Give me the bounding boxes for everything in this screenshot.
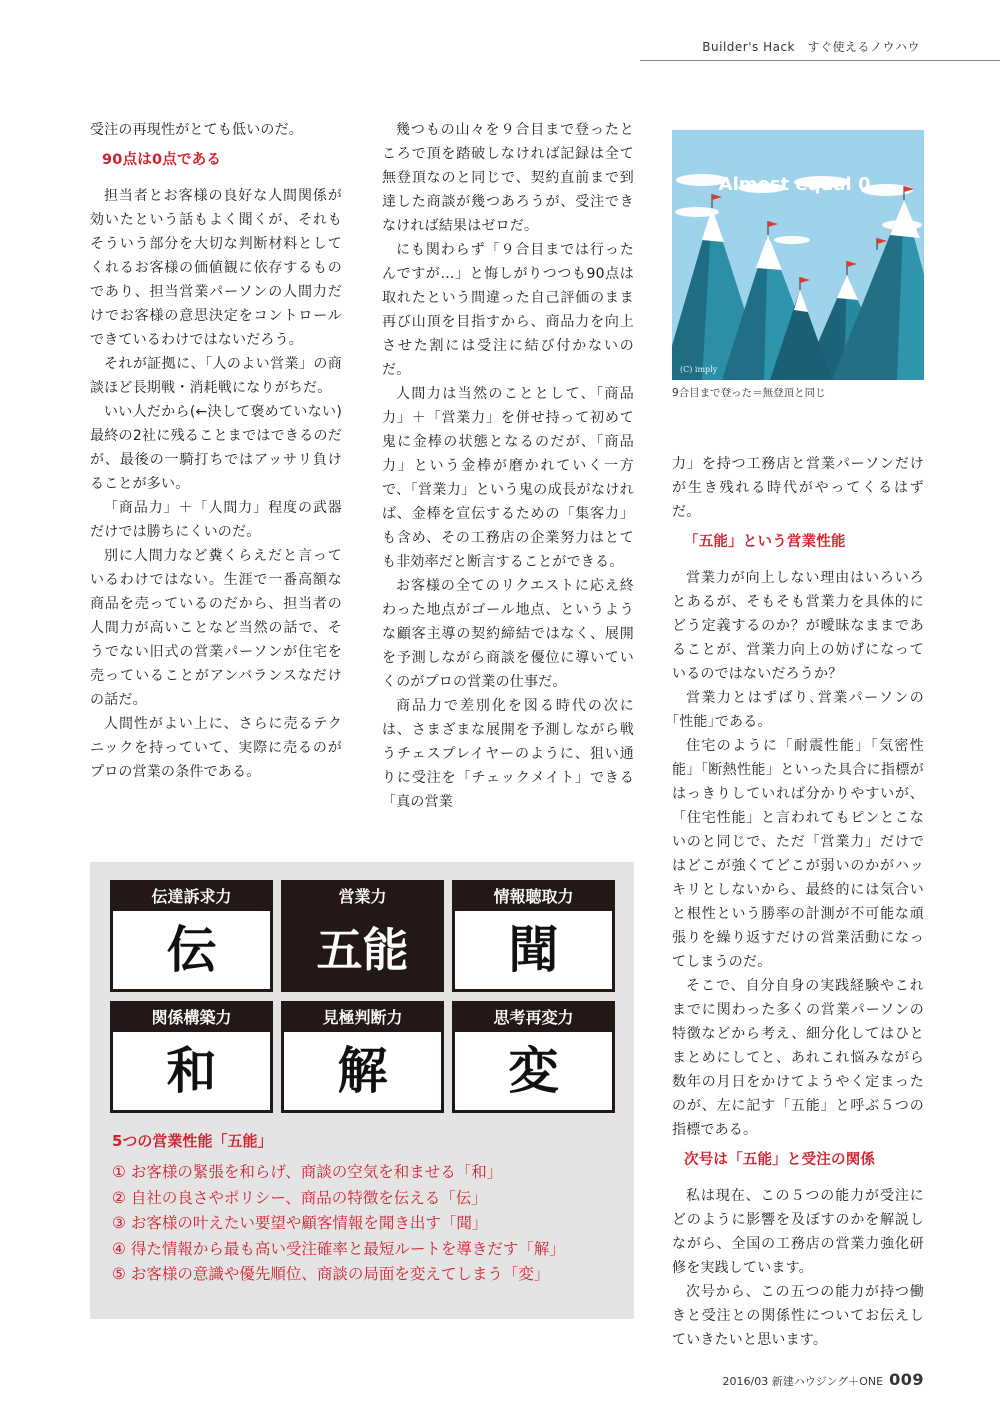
header-rule xyxy=(640,60,1000,61)
body-paragraph: それが証拠に、「人のよい営業」の商談ほど長期戦・消耗戦になりがちだ。 xyxy=(90,356,342,396)
panel-title: 5つの営業性能「五能」 xyxy=(112,1132,273,1150)
body-paragraph: そこで、自分自身の実践経験やこれまでに関わった多くの営業パーソンの特徴などから考え、細分化してはひとまとめにしてと、あれこれ悩みながら数年の月日をかけてようやく定まったのが、左に記す「五能」と呼ぶ５つの指標である。 xyxy=(672,978,924,1138)
body-paragraph: 受注の再現性がとても低いのだ。 xyxy=(90,122,303,138)
body-paragraph: にも関わらず「９合目までは行ったんですが…」と悔しがりつつも90点は取れたという間違った自己評価のまま再び山頂を目指すから、商品力を向上させた割には受注に結び付かないのだ。 xyxy=(382,242,634,378)
body-paragraph: 別に人間力など糞くらえだと言っているわけではない。生涯で一番高額な商品を売っているのだから、担当者の人間力が高いことなど当然の話で、そうでない旧式の営業パーソンが住宅を売っていることがアンバランスなだけの話だ。 xyxy=(90,548,342,708)
body-paragraph: 担当者とお客様の良好な人間関係が効いたという話もよく聞くが、それもそういう部分を大切な判断材料としてくれるお客様の価値観に依存するものであり、担当営業パーソンの人間力だけでお客様の意思決定をコントロールできているわけではないだろう。 xyxy=(90,188,342,348)
body-paragraph: 営業力とはずばり､営業パーソンの｢性能｣である。 xyxy=(672,690,924,730)
cell-kankei xyxy=(110,1001,273,1113)
cell-chousyu xyxy=(452,880,615,992)
cell-kanji: 聞 xyxy=(508,921,559,979)
list-item: ① お客様の緊張を和らげ、商談の空気を和ませる「和」 xyxy=(112,1163,503,1181)
photo-caption: 9合目まで登った＝無登頂と同じ xyxy=(672,387,826,399)
cell-label: 関係構築力 xyxy=(113,1004,270,1032)
running-header: Builder's Hack すぐ使えるノウハウ xyxy=(702,40,920,54)
cell-eigyoryoku xyxy=(281,880,444,992)
mountain-illustration xyxy=(672,130,924,380)
cell-label: 伝達訴求力 xyxy=(113,883,270,911)
page-number: 009 xyxy=(889,1370,924,1389)
cell-kanji: 解 xyxy=(337,1042,388,1100)
footer xyxy=(723,1370,924,1389)
photo-credit: (C) imply xyxy=(680,365,718,374)
cell-label: 思考再変力 xyxy=(455,1004,612,1032)
column-3 xyxy=(672,452,924,1352)
cell-kanji: 五能 xyxy=(316,923,409,977)
cell-label: 営業力 xyxy=(284,883,441,911)
list-item: ③ お客様の叶えたい要望や顧客情報を聞き出す「聞」 xyxy=(112,1214,488,1232)
mountain-photo xyxy=(672,130,924,380)
abilities-list xyxy=(112,1160,565,1288)
list-item: ② 自社の良さやポリシー、商品の特徴を伝える「伝」 xyxy=(112,1188,487,1207)
photo-headline: Almost equal 0. xyxy=(718,174,878,195)
body-paragraph: 私は現在、この５つの能力が受注にどのように影響を及ぼすのかを解説しながら、全国の工務店の営業力強化研修を実践しています。 xyxy=(672,1188,924,1276)
column-2 xyxy=(382,118,634,814)
list-item: ④ 得た情報から最も高い受注確率と最短ルートを導きだす「解」 xyxy=(112,1239,565,1258)
body-paragraph: 人間性がよい上に、さらに売るテクニックを持っていて、実際に売るのがプロの営業の条件である。 xyxy=(90,716,342,780)
cell-kanji: 伝 xyxy=(166,921,217,979)
cell-dentatsu xyxy=(110,880,273,992)
cell-label: 見極判断力 xyxy=(284,1004,441,1032)
cell-shikou xyxy=(452,1001,615,1113)
body-paragraph: 住宅のように「耐震性能」「気密性能」「断熱性能」といった具合に指標がはっきりしていれば分かりやすいが、「住宅性能」と言われてもピンとこないのと同じで、ただ「営業力」だけではどこが強くてどこが弱いのかがハッキリとしないから、最終的には気合いと根性という勝率の計測が不可能な頑張りを繰り返すだけの営業活動になってしまうのだ。 xyxy=(672,738,924,970)
footer-issue: 2016/03 新建ハウジング＋ONE xyxy=(722,1375,884,1388)
body-paragraph: 次号から、この五つの能力が持つ働きと受注との関係性についてお伝えしていきたいと思います。 xyxy=(672,1284,924,1348)
cell-label: 情報聴取力 xyxy=(455,883,612,911)
list-item: ⑤ お客様の意識や優先順位、商談の局面を変えてしまう「変」 xyxy=(112,1265,550,1283)
cell-handan xyxy=(281,1001,444,1113)
body-paragraph: お客様の全てのリクエストに応え終わった地点がゴール地点、というような顧客主導の契約締結ではなく、展開を予測しながら商談を優位に導いていくのがプロの営業の仕事だ。 xyxy=(382,578,634,690)
cell-kanji: 変 xyxy=(508,1042,559,1100)
section-heading: 90点は0点である xyxy=(102,152,222,168)
body-paragraph: 人間力は当然のこととして、「商品力」＋「営業力」を併せ持って初めて鬼に金棒の状態となるのだが、「商品力」という金棒が磨かれていく一方で、「営業力」という鬼の成長がなければ、金棒を宣伝するための「集客力」も含め、その工務店の企業努力はとても非効率だと断言することができる。 xyxy=(382,386,634,570)
section-heading: 次号は「五能」と受注の関係 xyxy=(684,1152,876,1168)
body-paragraph: 力」を持つ工務店と営業パーソンだけが生き残れる時代がやってくるはずだ。 xyxy=(672,456,924,520)
cell-kanji: 和 xyxy=(166,1042,217,1100)
body-paragraph: 商品力で差別化を図る時代の次には、さまざまな展開を予測しながら戦うチェスプレイヤーのように、狙い通りに受注を「チェックメイト」できる「真の営業 xyxy=(382,698,634,810)
body-paragraph: 幾つもの山々を９合目まで登ったところで頂を踏破しなければ記録は全て無登頂なのと同じで、契約直前まで到達した商談が幾つあろうが、受注できなければ結果はゼロだ。 xyxy=(382,122,634,234)
body-paragraph: いい人だから(←決して褒めていない)最終の2社に残ることまではできるのだが、最後の一騎打ちではアッサリ負けることが多い。 xyxy=(90,404,342,492)
five-abilities-panel xyxy=(90,862,634,1319)
body-paragraph: 「商品力」＋「人間力」程度の武器だけでは勝ちにくいのだ。 xyxy=(90,500,342,540)
body-paragraph: 営業力が向上しない理由はいろいろとあるが、そもそも営業力を具体的にどう定義するのか？が曖昧なままであることが、営業力向上の妨げになっているのではないだろうか？ xyxy=(672,570,924,682)
section-heading: 「五能」という営業性能 xyxy=(684,534,846,550)
column-1 xyxy=(90,118,342,784)
